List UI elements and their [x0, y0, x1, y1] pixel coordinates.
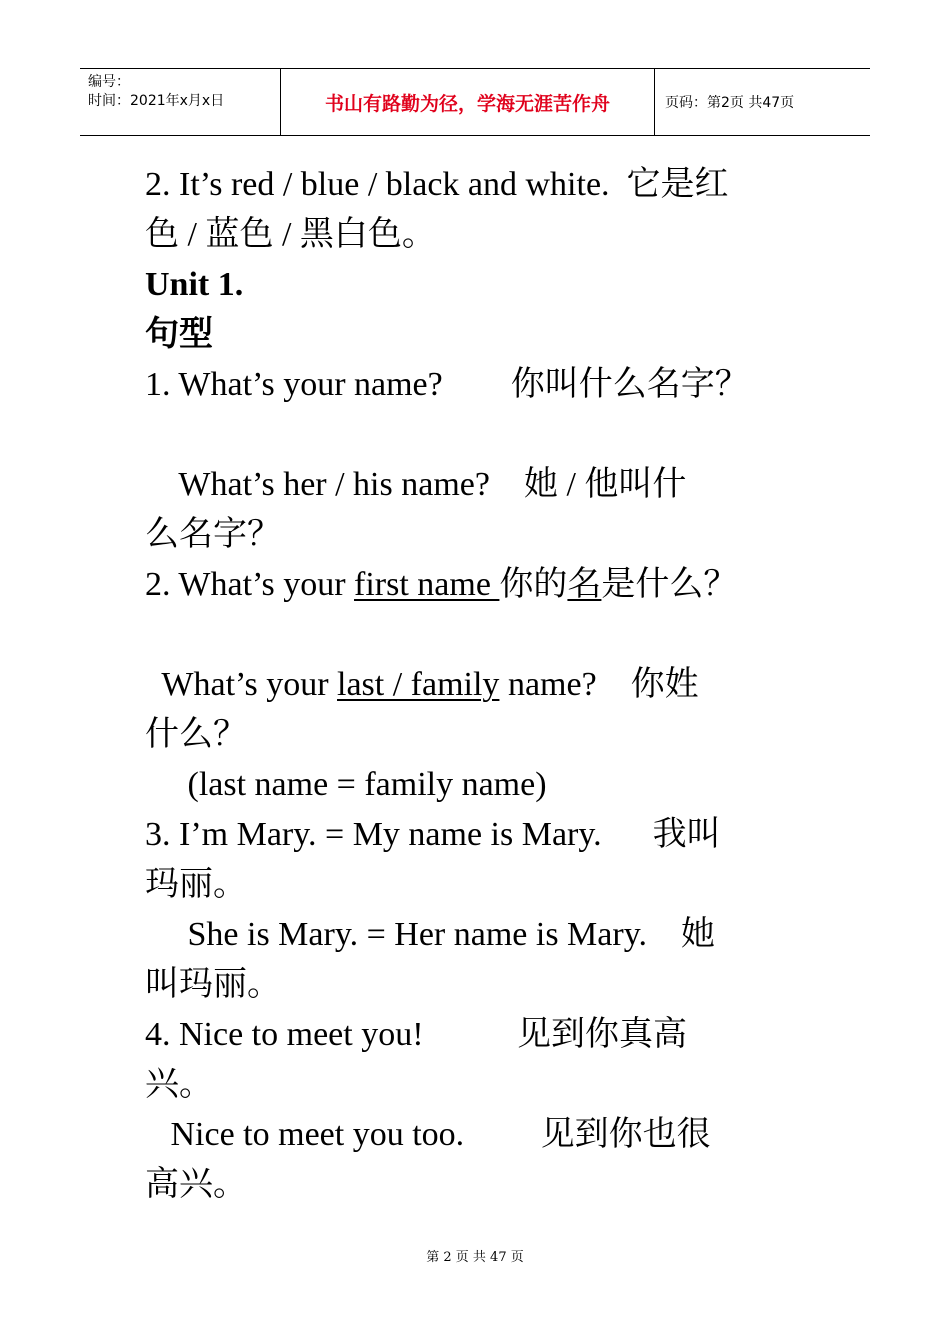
text-line: 叫玛丽。 [145, 966, 281, 1003]
header-date: 时间：2021年x月x日 [88, 93, 225, 109]
section-title: 句型 [145, 316, 213, 353]
document-body [145, 160, 810, 1210]
text-line: 色 / 蓝色 / 黑白色。 [145, 216, 436, 253]
header-motto: 书山有路勤为径，学海无涯苦作舟 [281, 69, 655, 135]
header-page-info: 页码：第2页 共47页 [665, 95, 795, 111]
text-segment: 2. What’s your [145, 566, 355, 603]
text-line: 1. What’s your name? 你叫什么名字？ [145, 366, 749, 403]
text-segment: name? 你姓 [499, 666, 699, 703]
document-header [80, 68, 870, 136]
text-segment: What’s your [145, 666, 338, 703]
text-line [145, 660, 810, 710]
text-line: What’s her / his name? 她 / 他叫什 [145, 466, 687, 503]
text-line: 玛丽。 [145, 866, 247, 903]
text-segment: 是什么？ [601, 566, 738, 603]
text-line: She is Mary. = Her name is Mary. 她 [145, 916, 715, 953]
text-line: 兴。 [145, 1066, 213, 1103]
text-line: 3. I’m Mary. = My name is Mary. 我叫 [145, 816, 721, 853]
text-line: 么名字？ [145, 516, 281, 553]
underlined-text: last / family [337, 666, 500, 703]
text-line: 4. Nice to meet you! 见到你真高 [145, 1016, 688, 1053]
text-line [145, 560, 810, 610]
underlined-text: first name [354, 566, 500, 603]
page-footer: 第 2 页 共 47 页 [426, 1250, 524, 1265]
header-number-label: 编号： [88, 74, 130, 90]
text-line: Nice to meet you too. 见到你也很 [145, 1116, 711, 1153]
blank-line [145, 610, 810, 660]
text-segment: 你的 [499, 566, 568, 603]
unit-title: Unit 1. [145, 266, 244, 303]
header-meta [80, 69, 281, 135]
text-line: 什么？ [145, 716, 247, 753]
blank-line [145, 410, 810, 460]
text-line: (last name = family name) [145, 766, 547, 803]
underlined-text: 名 [567, 566, 602, 603]
text-line: 2. It’s red / blue / black and white. 它是红 [145, 166, 729, 203]
text-line: 高兴。 [145, 1166, 247, 1203]
